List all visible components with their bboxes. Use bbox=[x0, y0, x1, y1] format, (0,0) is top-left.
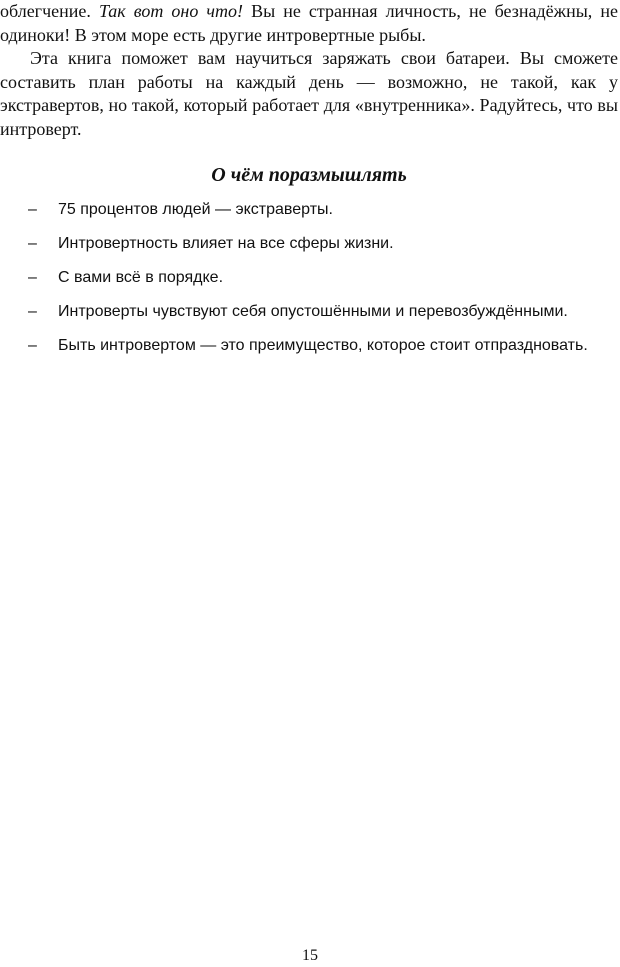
list-item bbox=[0, 335, 620, 357]
paragraph-1 bbox=[0, 0, 618, 47]
list-item-text: Интровертность влияет на все сферы жизни. bbox=[58, 235, 394, 252]
list-item bbox=[0, 301, 620, 323]
list-item bbox=[0, 233, 620, 255]
dash-bullet: – bbox=[28, 303, 37, 320]
paragraph-2: Эта книга поможет вам научиться заряжать свои батареи. Вы сможете составить план работы на каждый день — возможно, не такой, как у экстравертов, но такой, который работает для «внутренника». Радуйтесь, что вы интроверт. bbox=[0, 48, 618, 139]
page-number: 15 bbox=[302, 947, 318, 964]
section-heading: О чём поразмышлять bbox=[211, 164, 407, 186]
list-item-text: С вами всё в порядке. bbox=[58, 269, 224, 286]
bullet-list bbox=[0, 199, 620, 369]
body-text bbox=[0, 0, 618, 141]
list-item-text: Интроверты чувствуют себя опустошёнными и перевозбуждёнными. bbox=[58, 303, 568, 320]
dash-bullet: – bbox=[28, 269, 37, 286]
paragraph-1-start: облегчение. bbox=[0, 1, 99, 21]
list-item-text: Быть интровертом — это преимущество, которое стоит отпраздновать. bbox=[58, 337, 588, 354]
dash-bullet: – bbox=[28, 337, 37, 354]
dash-bullet: – bbox=[28, 201, 37, 218]
paragraph-1-emphasis: Так вот оно что! bbox=[98, 1, 243, 21]
paragraph-1-end: Вы не странная личность, не безнадёжны, не одиноки! В этом море есть другие интровертные рыбы. bbox=[0, 1, 618, 45]
list-item bbox=[0, 267, 620, 289]
dash-bullet: – bbox=[28, 235, 37, 252]
list-item-text: 75 процентов людей — экстраверты. bbox=[58, 201, 333, 218]
list-item bbox=[0, 199, 620, 221]
